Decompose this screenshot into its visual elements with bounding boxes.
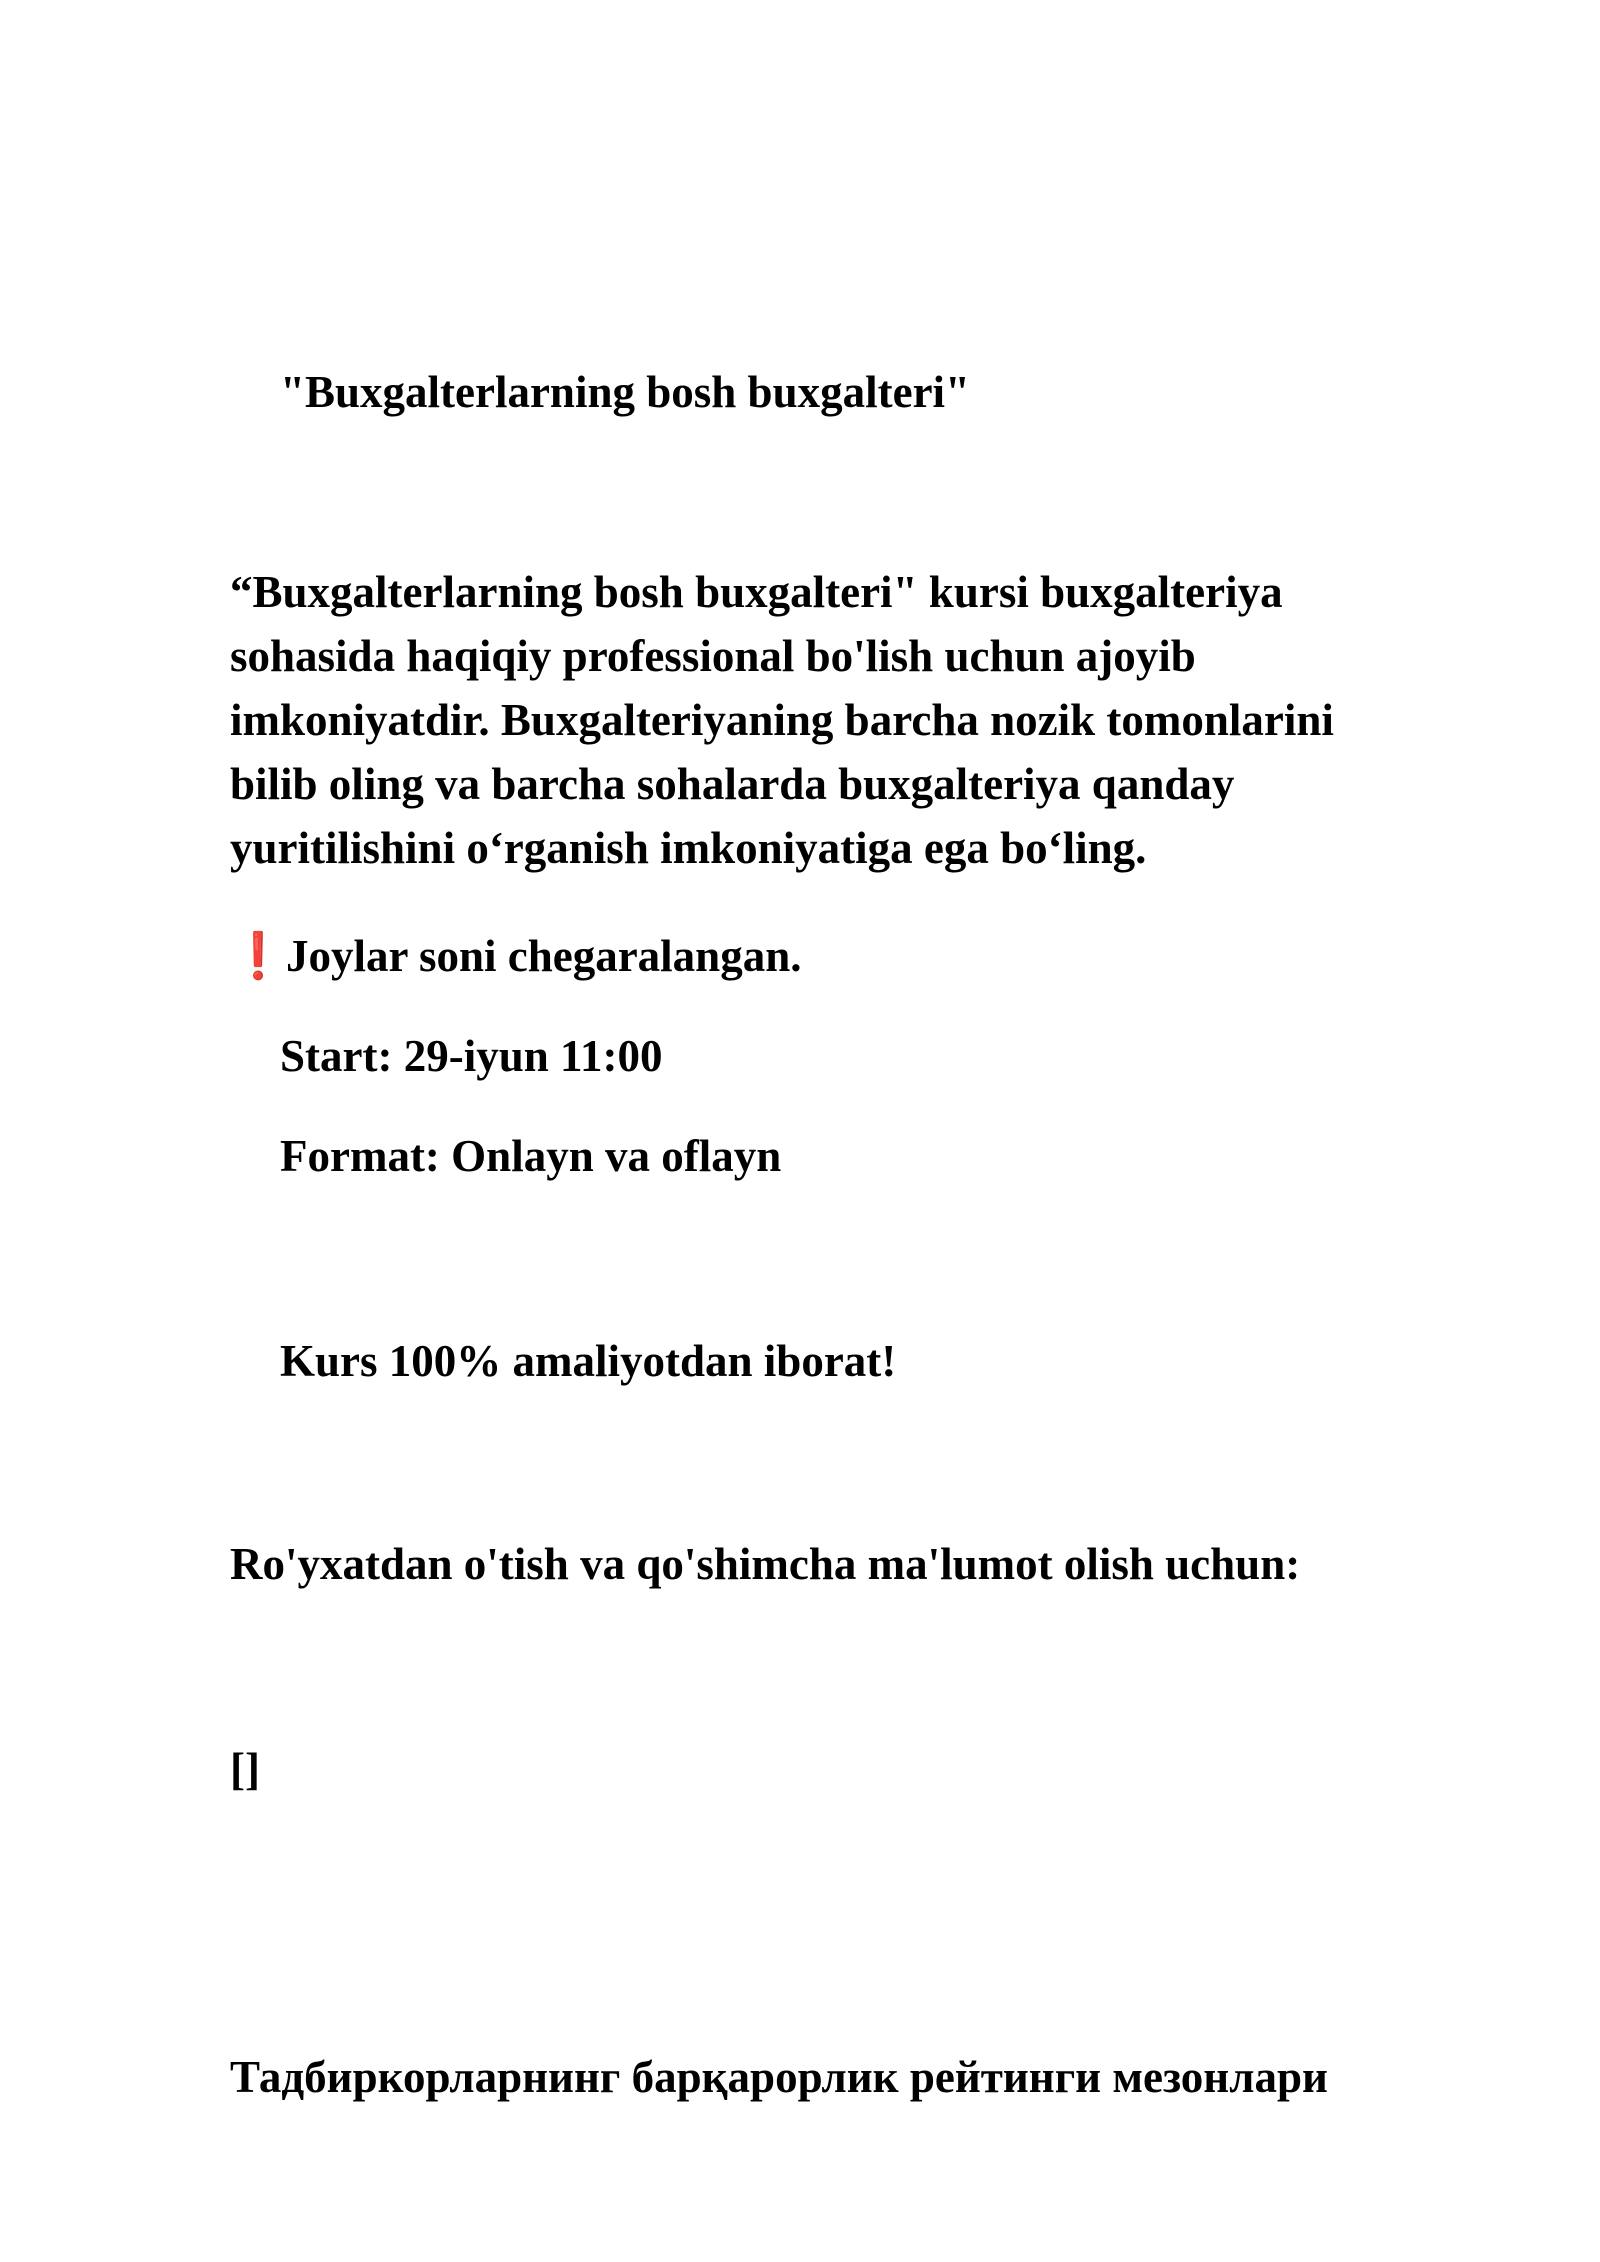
limited-seats-note: ❗Joylar soni chegaralangan. <box>230 931 802 981</box>
document-title: "Buxgalterlarning bosh buxgalteri" <box>280 367 971 417</box>
course-format: Format: Onlayn va oflayn <box>280 1131 782 1181</box>
intro-line: “Buxgalterlarning bosh buxgalteri" kursi buxgalteriya <box>230 567 1283 617</box>
intro-line: bilib oling va barcha sohalarda buxgalteriya qanday <box>230 759 1235 809</box>
intro-line: imkoniyatdir. Buxgalteriyaning barcha nozik tomonlarini <box>230 695 1334 745</box>
next-heading: Тадбиркорларнинг барқарорлик рейтинги мезонлари <box>230 2052 1328 2102</box>
practice-note: Kurs 100% amaliyotdan iborat! <box>280 1336 897 1386</box>
intro-paragraph <box>230 560 1460 880</box>
empty-brackets: [] <box>230 1744 260 1794</box>
intro-line: sohasida haqiqiy professional bo'lish uchun ajoyib <box>230 631 1196 681</box>
intro-line: yuritilishini o‘rganish imkoniyatiga ega bo‘ling. <box>230 823 1147 873</box>
registration-text: Ro'yxatdan o'tish va qo'shimcha ma'lumot olish uchun: <box>230 1539 1301 1589</box>
start-date: Start: 29-iyun 11:00 <box>280 1031 663 1081</box>
